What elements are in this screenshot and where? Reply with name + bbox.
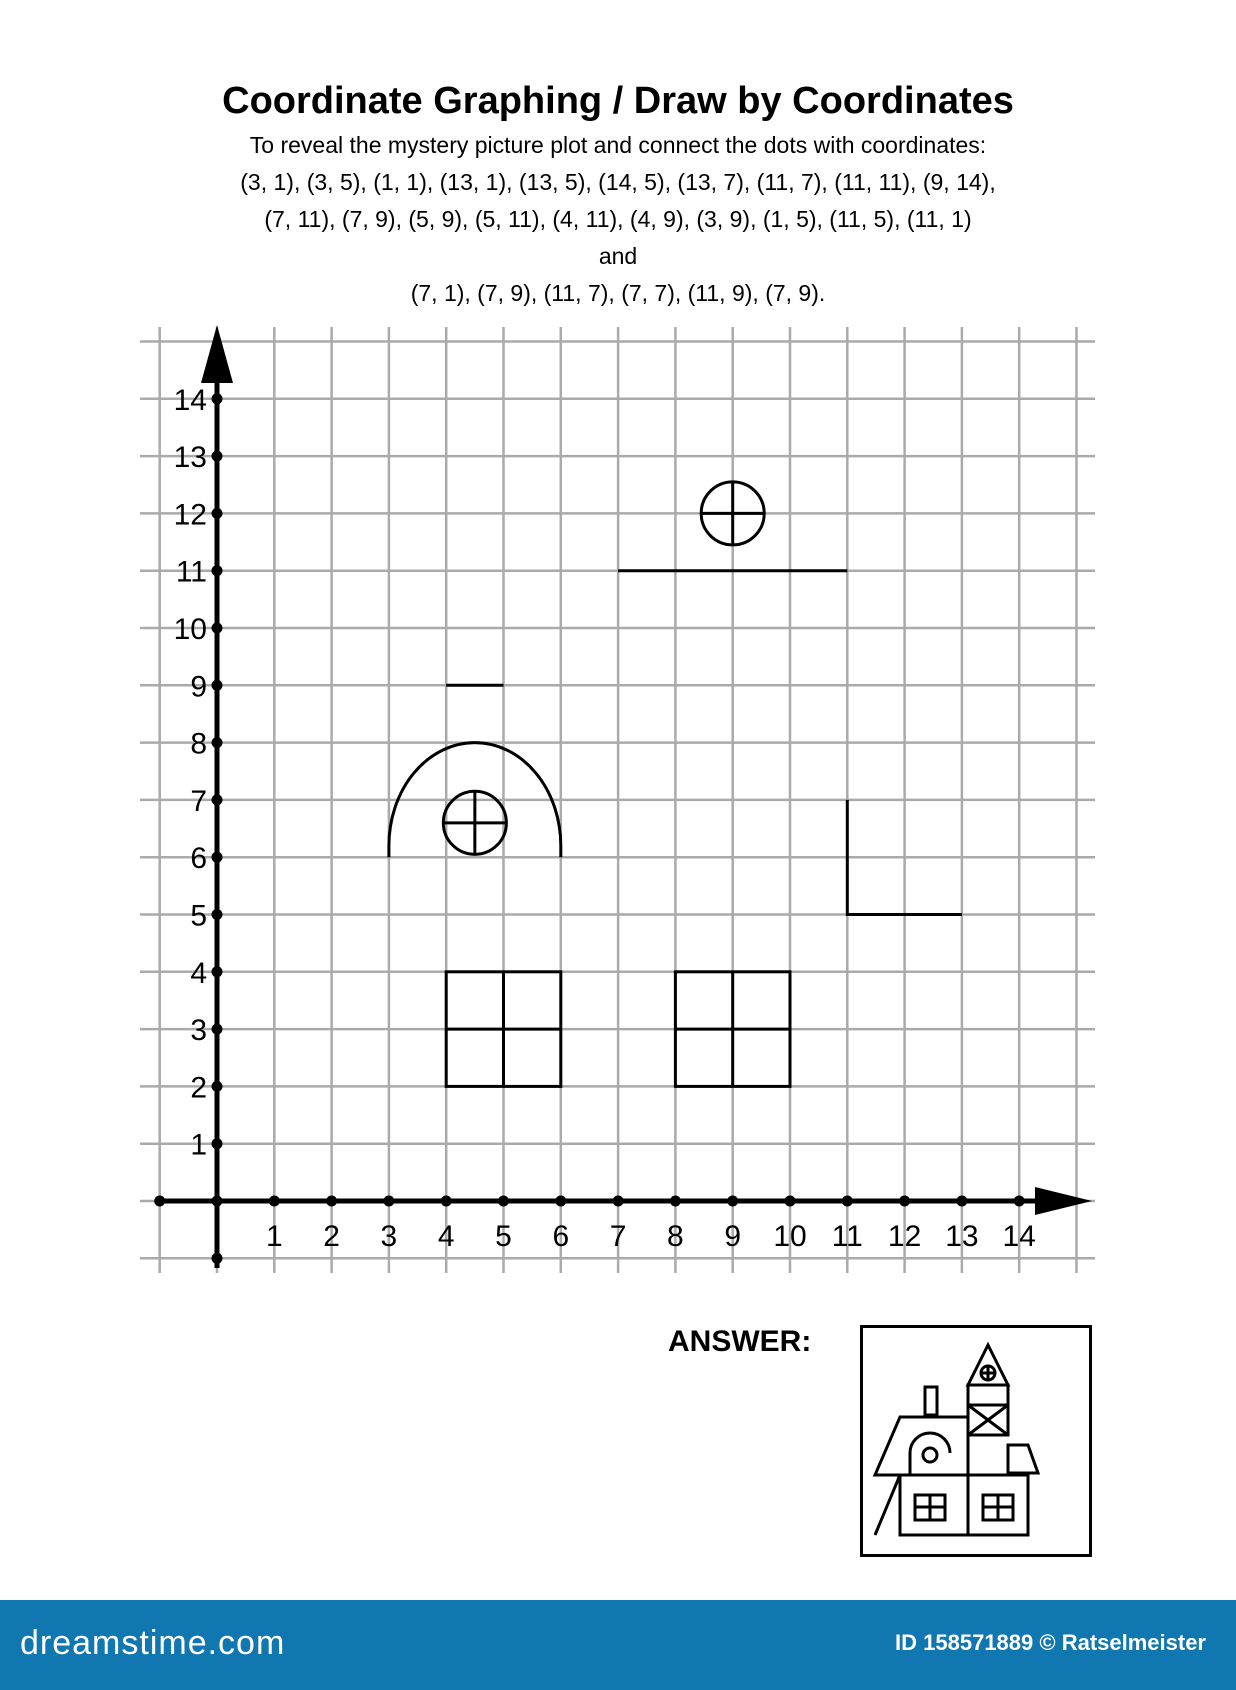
y-tick-label: 10	[173, 613, 207, 646]
x-tick-dot	[212, 1196, 223, 1207]
x-tick-label: 13	[945, 1220, 979, 1253]
x-tick-label: 4	[437, 1220, 455, 1253]
y-tick-dot	[212, 451, 223, 462]
y-tick-label: 12	[173, 498, 207, 532]
x-tick-label: 12	[887, 1220, 922, 1253]
y-tick-label: 11	[175, 555, 207, 589]
y-tick-dot	[212, 1253, 223, 1264]
instruction-line: To reveal the mystery picture plot and connect the dots with coordinates:	[249, 132, 987, 158]
y-tick-label: 1	[190, 1128, 207, 1162]
instruction-line: (7, 1), (7, 9), (11, 7), (7, 7), (11, 9), (7, 9).	[410, 280, 826, 306]
y-tick-dot	[212, 794, 223, 805]
x-tick-dot	[613, 1196, 624, 1207]
y-axis-arrow-icon	[201, 325, 233, 383]
image-credit: ID 158571889 © Ratselmeister	[895, 1630, 1206, 1655]
y-tick-label: 7	[190, 784, 207, 818]
x-tick-label: 9	[724, 1220, 742, 1253]
instruction-line: (7, 11), (7, 9), (5, 9), (5, 11), (4, 11), (4, 9), (3, 9), (1, 5), (11, 5), (11, 1)	[264, 206, 972, 232]
x-tick-label: 10	[773, 1220, 807, 1253]
x-tick-dot	[785, 1196, 796, 1207]
x-axis-arrow-icon	[1035, 1187, 1092, 1215]
x-tick-dot	[899, 1196, 910, 1207]
x-tick-dot	[670, 1196, 681, 1207]
x-tick-dot	[269, 1196, 280, 1207]
answer-house-image	[860, 1325, 1092, 1557]
x-tick-dot	[842, 1196, 853, 1207]
x-tick-label: 5	[495, 1220, 512, 1253]
instruction-line: and	[598, 243, 638, 269]
y-tick-dot	[212, 1138, 223, 1149]
y-tick-dot	[212, 508, 223, 519]
y-tick-dot	[212, 737, 223, 748]
y-tick-label: 4	[190, 956, 207, 990]
y-tick-label: 14	[173, 383, 207, 417]
x-tick-label: 1	[265, 1220, 283, 1253]
x-tick-label: 2	[323, 1220, 340, 1253]
y-tick-label: 2	[190, 1071, 207, 1105]
x-tick-dot	[727, 1196, 738, 1207]
x-tick-dot	[154, 1196, 165, 1207]
x-tick-label: 7	[609, 1220, 627, 1253]
y-tick-dot	[212, 909, 223, 920]
x-tick-label: 11	[831, 1220, 863, 1253]
x-tick-label: 14	[1002, 1220, 1036, 1253]
x-tick-label: 8	[667, 1220, 684, 1253]
y-tick-dot	[212, 393, 223, 404]
answer-label: ANSWER:	[668, 1325, 812, 1358]
x-tick-dot	[1014, 1196, 1025, 1207]
x-tick-label: 6	[552, 1220, 570, 1253]
y-tick-dot	[212, 1081, 223, 1092]
dreamstime-logo[interactable]: dreamstime.com	[20, 1624, 286, 1662]
y-tick-dot	[212, 966, 223, 977]
y-tick-label: 5	[190, 899, 207, 933]
y-tick-dot	[212, 565, 223, 576]
page-title: Coordinate Graphing / Draw by Coordinates	[222, 80, 1014, 122]
x-tick-label: 3	[380, 1220, 398, 1253]
instruction-line: (3, 1), (3, 5), (1, 1), (13, 1), (13, 5), (14, 5), (13, 7), (11, 7), (11, 11), (9, 14),	[240, 169, 996, 195]
y-tick-label: 6	[190, 842, 207, 876]
x-tick-dot	[441, 1196, 452, 1207]
y-tick-dot	[212, 852, 223, 863]
y-tick-dot	[212, 1024, 223, 1035]
x-tick-dot	[498, 1196, 509, 1207]
x-tick-dot	[956, 1196, 967, 1207]
y-tick-label: 9	[190, 670, 207, 704]
x-tick-dot	[383, 1196, 394, 1207]
y-tick-dot	[212, 623, 223, 634]
y-tick-label: 8	[190, 727, 207, 761]
x-tick-dot	[555, 1196, 566, 1207]
y-tick-label: 13	[173, 441, 207, 475]
y-tick-label: 3	[190, 1014, 207, 1048]
x-tick-dot	[326, 1196, 337, 1207]
footer-bar	[0, 1600, 1236, 1690]
y-tick-dot	[212, 680, 223, 691]
